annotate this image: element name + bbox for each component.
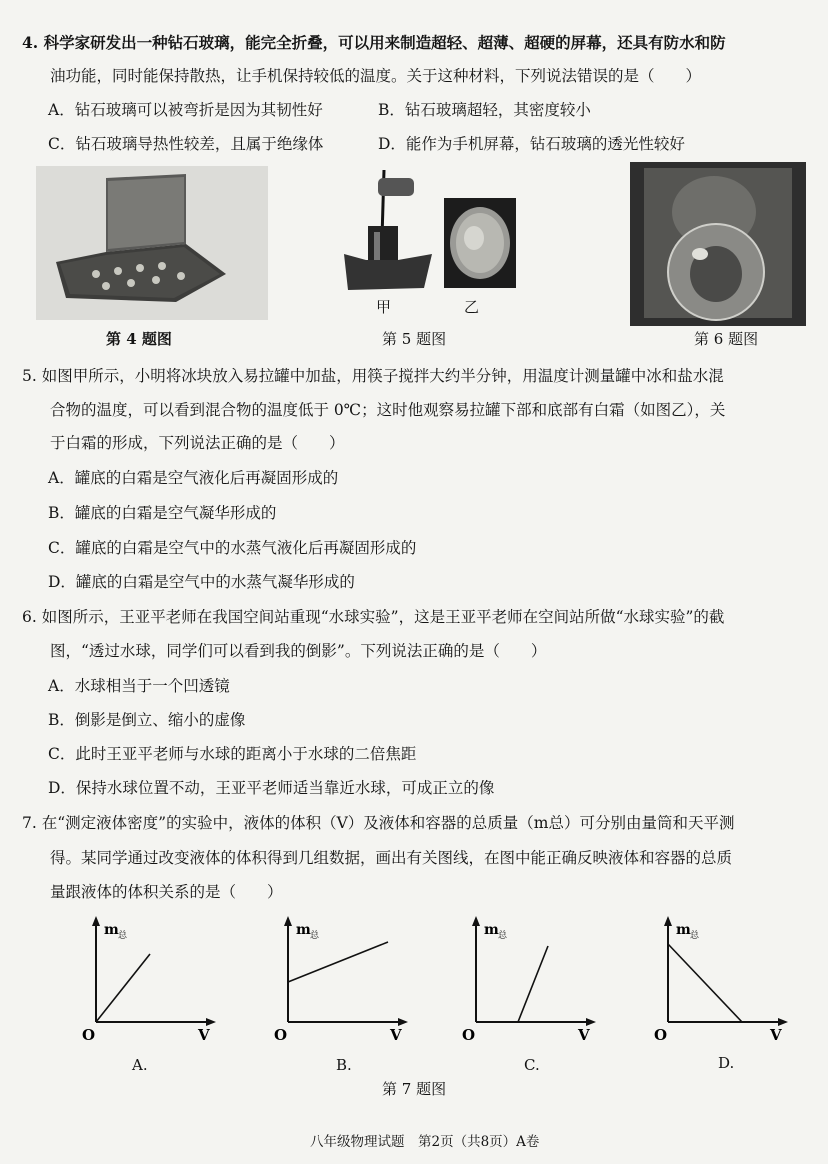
q6-option-d: D．保持水球位置不动，王亚平老师适当靠近水球，可成正立的像 bbox=[48, 779, 495, 797]
graph-a-ysub: 总 bbox=[118, 931, 128, 941]
graph-d-label: D. bbox=[718, 1054, 735, 1072]
graph-c-origin: O bbox=[462, 1026, 476, 1044]
graph-b-ylabel: m bbox=[296, 922, 311, 938]
graph-a-origin: O bbox=[82, 1026, 96, 1044]
graph-d-ylabel: m bbox=[676, 922, 691, 938]
fig5-jia-diagram bbox=[336, 168, 436, 296]
fig5-label-jia: 甲 bbox=[376, 298, 392, 316]
fig5-caption: 第 5 题图 bbox=[382, 330, 447, 348]
fig7-caption: 第 7 题图 bbox=[382, 1080, 447, 1098]
graph-d-xlabel: V bbox=[770, 1026, 782, 1044]
q5-option-a: A．罐底的白霜是空气液化后再凝固形成的 bbox=[48, 469, 339, 487]
fig4-photo bbox=[36, 166, 268, 320]
q4-option-c: C．钻石玻璃导热性较差，且属于绝缘体 bbox=[48, 135, 324, 153]
graph-c-label: C. bbox=[524, 1056, 540, 1074]
graph-b-origin: O bbox=[274, 1026, 288, 1044]
q5-option-c: C．罐底的白霜是空气中的水蒸气液化后再凝固形成的 bbox=[48, 539, 417, 557]
q4-line2: 油功能，同时能保持散热，让手机保持较低的温度。关于这种材料，下列说法错误的是（ ） bbox=[50, 67, 702, 85]
graph-a-ylabel: m bbox=[104, 922, 119, 938]
q7-line1: 7. 在“测定液体密度”的实验中，液体的体积（V）及液体和容器的总质量（m总）可分别由量筒和天平测 bbox=[22, 814, 735, 832]
graph-b bbox=[272, 914, 412, 1044]
graph-b-label: B. bbox=[336, 1056, 352, 1074]
graph-d bbox=[652, 914, 792, 1044]
q5-line1: 5. 如图甲所示，小明将冰块放入易拉罐中加盐，用筷子搅拌大约半分钟，用温度计测量罐中冰和盐水混 bbox=[22, 367, 724, 385]
q5-option-b: B．罐底的白霜是空气凝华形成的 bbox=[48, 504, 277, 522]
graph-b-xlabel: V bbox=[390, 1026, 402, 1044]
q6-option-c: C．此时王亚平老师与水球的距离小于水球的二倍焦距 bbox=[48, 745, 417, 763]
fig5-yi-photo bbox=[444, 198, 516, 288]
graph-a bbox=[80, 914, 220, 1044]
q6-option-b: B．倒影是倒立、缩小的虚像 bbox=[48, 711, 246, 729]
graph-d-origin: O bbox=[654, 1026, 668, 1044]
q6-line2: 图，“透过水球，同学们可以看到我的倒影”。下列说法正确的是（ ） bbox=[50, 642, 547, 660]
q7-line2: 得。某同学通过改变液体的体积得到几组数据，画出有关图线，在图中能正确反映液体和容器的总质 bbox=[50, 849, 733, 867]
graph-c-ylabel: m bbox=[484, 922, 499, 938]
graph-d-ysub: 总 bbox=[690, 931, 700, 941]
graph-a-label: A. bbox=[132, 1056, 148, 1074]
fig4-caption: 第 4 题图 bbox=[106, 330, 172, 348]
graph-c bbox=[460, 914, 600, 1044]
q6-option-a: A．水球相当于一个凹透镜 bbox=[48, 677, 230, 695]
graph-c-ysub: 总 bbox=[498, 931, 508, 941]
q4-line1: 4. 科学家研发出一种钻石玻璃，能完全折叠，可以用来制造超轻、超薄、超硬的屏幕，还具有防水和防 bbox=[22, 33, 726, 52]
q7-line3: 量跟液体的体积关系的是（ ） bbox=[50, 883, 283, 901]
page-footer: 八年级物理试题 第2页（共8页）A卷 bbox=[310, 1134, 540, 1150]
graph-b-ysub: 总 bbox=[310, 931, 320, 941]
fig5-label-yi: 乙 bbox=[464, 298, 480, 316]
q4-option-b: B．钻石玻璃超轻，其密度较小 bbox=[378, 101, 591, 119]
q5-line3: 于白霜的形成，下列说法正确的是（ ） bbox=[50, 434, 345, 452]
q4-option-d: D．能作为手机屏幕，钻石玻璃的透光性较好 bbox=[378, 135, 685, 153]
fig6-caption: 第 6 题图 bbox=[694, 330, 759, 348]
graph-c-xlabel: V bbox=[578, 1026, 590, 1044]
q6-line1: 6. 如图所示，王亚平老师在我国空间站重现“水球实验”，这是王亚平老师在空间站所做“水球实验”的截 bbox=[22, 608, 725, 626]
q4-option-a: A．钻石玻璃可以被弯折是因为其韧性好 bbox=[48, 101, 323, 119]
graph-a-xlabel: V bbox=[198, 1026, 210, 1044]
q5-line2: 合物的温度，可以看到混合物的温度低于 0℃；这时他观察易拉罐下部和底部有白霜（如图乙），关 bbox=[50, 401, 726, 419]
q5-option-d: D．罐底的白霜是空气中的水蒸气凝华形成的 bbox=[48, 573, 355, 591]
fig6-photo bbox=[630, 162, 806, 326]
